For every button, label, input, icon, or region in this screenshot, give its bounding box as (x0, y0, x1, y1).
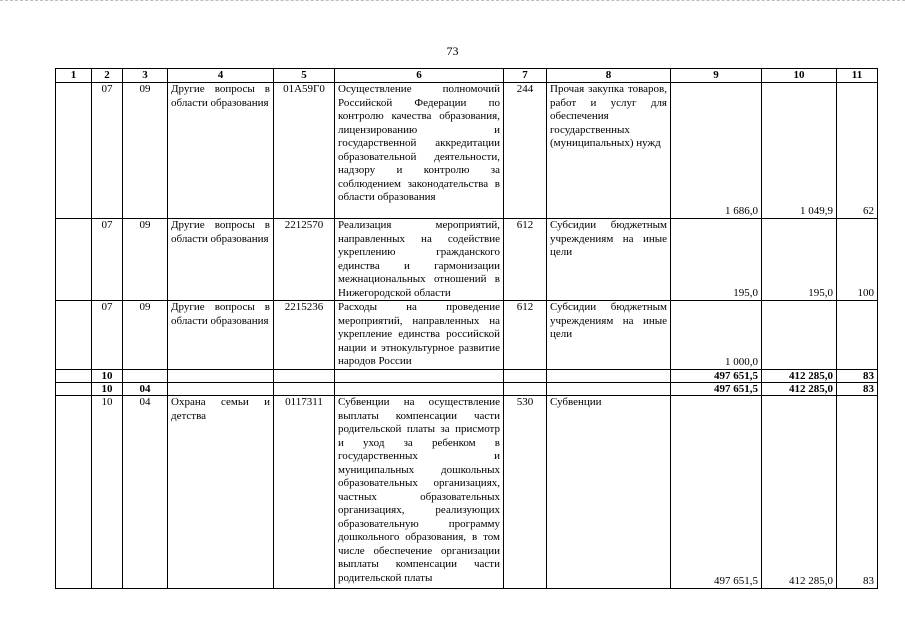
cell-target-name: Реализация мероприятий, направленных на содействие укреплению гражданского единства и гармонизации межнациональных отношений в Нижегородской области (335, 219, 504, 301)
column-header-11: 11 (837, 69, 878, 83)
cell-expense-type-name: Субсидии бюджетным учреждениям на иные цели (547, 219, 671, 301)
cell-subsection: 04 (123, 396, 168, 589)
column-header-3: 3 (123, 69, 168, 83)
cell-col1 (56, 301, 92, 370)
budget-table (55, 68, 878, 589)
cell-actual: 195,0 (762, 219, 837, 301)
cell-target-name: Осуществление полномочий Российской Федерации по контролю качества образования, лицензированию и государственной аккредитации образовательной деятельности, надзору и контролю за соблюдением законодательства в области образования (335, 83, 504, 219)
cell-expense-type (504, 383, 547, 396)
cell-expense-type: 244 (504, 83, 547, 219)
cell-expense-type: 612 (504, 219, 547, 301)
cell-target-code: 01А59Г0 (274, 83, 335, 219)
page-number: 73 (446, 44, 459, 58)
cell-expense-type (504, 370, 547, 383)
column-header-6: 6 (335, 69, 504, 83)
cell-target-code: 2215236 (274, 301, 335, 370)
cell-section: 07 (92, 83, 123, 219)
page-top-border (0, 0, 905, 1)
cell-col1 (56, 396, 92, 589)
cell-percent: 100 (837, 219, 878, 301)
cell-actual (762, 301, 837, 370)
cell-subsection-name (168, 383, 274, 396)
table-row (56, 83, 878, 219)
cell-plan: 497 651,5 (671, 396, 762, 589)
subsection-total-row (56, 383, 878, 396)
cell-percent: 83 (837, 370, 878, 383)
cell-subsection: 09 (123, 83, 168, 219)
cell-subsection: 09 (123, 219, 168, 301)
cell-plan: 497 651,5 (671, 383, 762, 396)
cell-subsection: 09 (123, 301, 168, 370)
cell-subsection-name: Охрана семьи и детства (168, 396, 274, 589)
cell-subsection: 04 (123, 383, 168, 396)
cell-expense-type-name: Субвенции (547, 396, 671, 589)
cell-section: 07 (92, 219, 123, 301)
cell-section: 10 (92, 396, 123, 589)
cell-col1 (56, 370, 92, 383)
cell-subsection-name: Другие вопросы в области образования (168, 301, 274, 370)
table-row (56, 301, 878, 370)
cell-expense-type-name (547, 383, 671, 396)
table-row (56, 219, 878, 301)
cell-percent: 62 (837, 83, 878, 219)
section-total-row (56, 370, 878, 383)
cell-percent: 83 (837, 383, 878, 396)
cell-actual: 1 049,9 (762, 83, 837, 219)
cell-subsection-name: Другие вопросы в области образования (168, 219, 274, 301)
cell-subsection-name (168, 370, 274, 383)
cell-expense-type: 530 (504, 396, 547, 589)
cell-section: 10 (92, 370, 123, 383)
column-header-10: 10 (762, 69, 837, 83)
cell-col1 (56, 219, 92, 301)
cell-expense-type-name (547, 370, 671, 383)
cell-target-code (274, 383, 335, 396)
cell-target-code: 2212570 (274, 219, 335, 301)
column-header-2: 2 (92, 69, 123, 83)
column-header-7: 7 (504, 69, 547, 83)
cell-plan: 1 686,0 (671, 83, 762, 219)
cell-col1 (56, 383, 92, 396)
cell-plan: 497 651,5 (671, 370, 762, 383)
cell-expense-type-name: Субсидии бюджетным учреждениям на иные цели (547, 301, 671, 370)
cell-plan: 1 000,0 (671, 301, 762, 370)
cell-percent: 83 (837, 396, 878, 589)
cell-subsection-name: Другие вопросы в области образования (168, 83, 274, 219)
column-header-4: 4 (168, 69, 274, 83)
cell-target-name: Расходы на проведение мероприятий, направленных на укрепление единства российской нации и этнокультурное развитие народов России (335, 301, 504, 370)
cell-col1 (56, 83, 92, 219)
column-header-8: 8 (547, 69, 671, 83)
cell-plan: 195,0 (671, 219, 762, 301)
table-header-row (56, 69, 878, 83)
cell-actual: 412 285,0 (762, 396, 837, 589)
column-header-5: 5 (274, 69, 335, 83)
cell-target-name (335, 383, 504, 396)
table-row (56, 396, 878, 589)
cell-actual: 412 285,0 (762, 383, 837, 396)
column-header-1: 1 (56, 69, 92, 83)
cell-section: 10 (92, 383, 123, 396)
cell-section: 07 (92, 301, 123, 370)
column-header-9: 9 (671, 69, 762, 83)
cell-actual: 412 285,0 (762, 370, 837, 383)
cell-subsection (123, 370, 168, 383)
cell-target-name: Субвенции на осуществление выплаты компенсации части родительской платы за присмотр и уход за ребенком в государственных и муниципальных дошкольных образовательных организациях, частных образовательных организациях, реализующих образовательную программу дошкольного образования, в том числе обеспечение организации выплаты компенсации части родительской платы (335, 396, 504, 589)
cell-expense-type-name: Прочая закупка товаров, работ и услуг для обеспечения государственных (муниципальных) нужд (547, 83, 671, 219)
cell-target-code (274, 370, 335, 383)
cell-target-name (335, 370, 504, 383)
cell-percent (837, 301, 878, 370)
cell-expense-type: 612 (504, 301, 547, 370)
cell-target-code: 0117311 (274, 396, 335, 589)
